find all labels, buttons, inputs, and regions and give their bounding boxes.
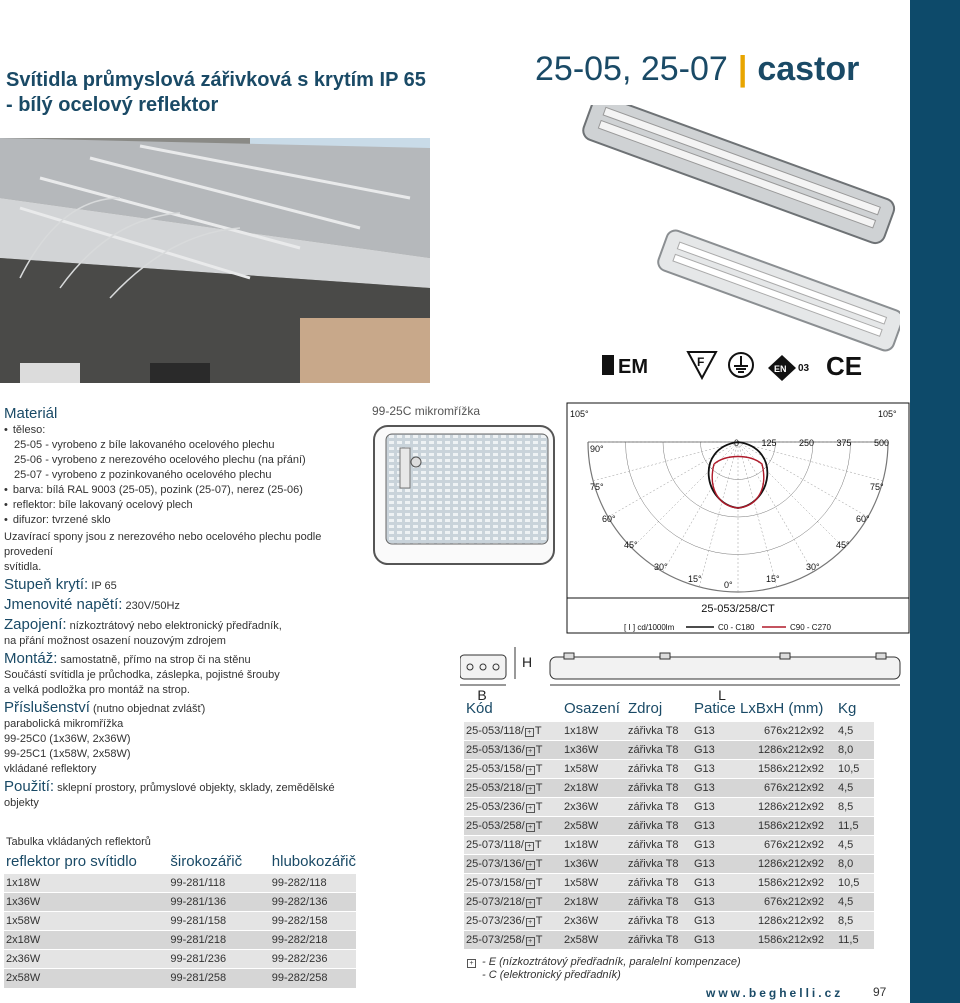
model-codes: 25-05, 25-07 (535, 50, 728, 88)
cell-deep: 99-282/218 (260, 931, 356, 950)
cell-lamp: 1x36W (4, 893, 160, 912)
cell-wide: 99-281/236 (160, 950, 259, 969)
cell-deep: 99-282/258 (260, 969, 356, 988)
cell-dimensions: 1586x212x92 (740, 930, 838, 949)
cell-weight: 10,5 (838, 873, 874, 892)
cell-source: zářivka T8 (628, 778, 694, 797)
cell-lamp: 1x58W (4, 912, 160, 931)
reflector-line: • reflektor: bíle lakovaný ocelový plech (4, 498, 364, 513)
cell-source: zářivka T8 (628, 892, 694, 911)
cell-weight: 8,0 (838, 854, 874, 873)
table-row (464, 721, 874, 740)
cell-qty: 2x36W (564, 911, 628, 930)
legend-box-icon: + (467, 959, 476, 968)
cell-base: G13 (694, 759, 740, 778)
col-deep: hlubokozářič (271, 853, 356, 870)
ballast-box-icon: + (526, 880, 535, 889)
ballast-box-icon: + (526, 785, 535, 794)
cell-lamp: 1x18W (4, 874, 160, 893)
table-row (464, 892, 874, 911)
enec-icon (764, 353, 818, 383)
table-row (464, 911, 874, 930)
radial-label: 500 (874, 438, 890, 448)
cell-source: zářivka T8 (628, 930, 694, 949)
cell-source: zářivka T8 (628, 873, 694, 892)
radial-label: 0 (734, 438, 740, 448)
cell-code: 25-053/218/ + T (464, 778, 564, 797)
legend-line-2: - C (elektronický předřadník) (482, 969, 621, 981)
cell-code: 25-073/118/ + T (464, 835, 564, 854)
body-label: • těleso: (4, 423, 364, 438)
accessories-heading: Příslušenství (nutno objednat zvlášť) (4, 699, 206, 716)
body-line-1: 25-05 - vyrobeno z bíle lakovaného ocelového plechu (14, 439, 275, 451)
cell-code: 25-073/236/ + T (464, 911, 564, 930)
cell-deep: 99-282/158 (260, 912, 356, 931)
product-table (464, 699, 874, 949)
cell-source: zářivka T8 (628, 911, 694, 930)
cell-code: 25-053/258/ + T (464, 816, 564, 835)
cell-code: 25-073/218/ + T (464, 892, 564, 911)
col-lamp: reflektor pro svítidlo (6, 853, 137, 870)
wiring-line-2: na přání možnost osazení nouzovým zdrojem (4, 635, 226, 647)
table-row (464, 816, 874, 835)
cell-dimensions: 1286x212x92 (740, 911, 838, 930)
product-heading (535, 50, 859, 89)
cell-qty: 2x58W (564, 930, 628, 949)
table-row (464, 797, 874, 816)
cell-base: G13 (694, 816, 740, 835)
table-row (464, 740, 874, 759)
cell-qty: 2x18W (564, 778, 628, 797)
cell-qty: 1x36W (564, 854, 628, 873)
cell-dimensions: 1286x212x92 (740, 797, 838, 816)
col-source: Zdroj (628, 700, 663, 718)
angle-label-left: 90° (590, 444, 604, 454)
cell-weight: 4,5 (838, 835, 874, 854)
cell-code: 25-073/158/ + T (464, 873, 564, 892)
ballast-box-icon: + (525, 842, 534, 851)
cell-dimensions: 1586x212x92 (740, 816, 838, 835)
ce-icon (826, 350, 862, 385)
clips-line-2: svítidla. (4, 561, 42, 573)
body-line-2: 25-06 - vyrobeno z nerezového ocelového plechu (na přání) (14, 454, 306, 466)
cell-dimensions: 676x212x92 (740, 778, 838, 797)
angle-label-left: 75° (590, 482, 604, 492)
reflector-table (4, 853, 356, 988)
cell-dimensions: 1286x212x92 (740, 740, 838, 759)
body-line-3: 25-07 - vyrobeno z pozinkovaného ocelového plechu (14, 469, 272, 481)
ballast-box-icon: + (526, 823, 535, 832)
dimension-drawing (460, 645, 910, 705)
col-qty: Osazení (564, 700, 620, 718)
table-row (4, 950, 356, 969)
angle-label-left: 105° (570, 409, 589, 419)
cell-wide: 99-281/118 (160, 874, 259, 893)
col-dimensions: LxBxH (mm) (740, 700, 824, 718)
emergency-icon (600, 351, 678, 384)
angle-label-left: 15° (688, 574, 702, 584)
footer-url[interactable]: www.beghelli.cz (706, 986, 844, 1000)
table-row (4, 874, 356, 893)
cell-qty: 2x36W (564, 797, 628, 816)
ballast-box-icon: + (526, 766, 535, 775)
cell-base: G13 (694, 740, 740, 759)
cell-dimensions: 676x212x92 (740, 835, 838, 854)
svg-text:F: F (697, 355, 705, 369)
cell-code: 25-053/236/ + T (464, 797, 564, 816)
cell-code: 25-073/258/ + T (464, 930, 564, 949)
cell-qty: 1x18W (564, 835, 628, 854)
dim-l: L (718, 687, 726, 703)
table-row (4, 931, 356, 950)
ballast-box-icon: + (526, 747, 535, 756)
col-wide: širokozářič (170, 853, 243, 870)
radial-label: 125 (761, 438, 777, 448)
cell-qty: 1x58W (564, 759, 628, 778)
angle-label-right: 45° (836, 540, 850, 550)
legend-line-1: - E (nízkoztrátový předřadník, paralelní kompenzace) (482, 956, 741, 968)
cell-code: 25-073/136/ + T (464, 854, 564, 873)
polar-diagram (566, 402, 910, 634)
cell-source: zářivka T8 (628, 835, 694, 854)
cell-weight: 8,5 (838, 797, 874, 816)
table-row (464, 930, 874, 949)
cell-wide: 99-281/158 (160, 912, 259, 931)
cell-qty: 2x18W (564, 892, 628, 911)
mounting-line-3: a velká podložka pro montáž na strop. (4, 684, 190, 696)
brand-name: castor (757, 50, 860, 88)
cell-qty: 1x18W (564, 721, 628, 740)
cell-base: G13 (694, 930, 740, 949)
cell-dimensions: 1586x212x92 (740, 873, 838, 892)
cell-code: 25-053/118/ + T (464, 721, 564, 740)
heading-separator: | (737, 50, 748, 88)
specification-block (4, 404, 364, 811)
color-line: • barva: bílá RAL 9003 (25-05), pozink (25-07), nerez (25-06) (4, 483, 364, 498)
page-title-line2: - bílý ocelový reflektor (6, 94, 219, 116)
cell-dimensions: 1286x212x92 (740, 854, 838, 873)
cell-base: G13 (694, 911, 740, 930)
angle-label-right: 60° (856, 514, 870, 524)
legend-c90: C90 - C270 (790, 623, 831, 632)
mesh-label: 99-25C mikromřížka (372, 404, 481, 418)
material-heading: Materiál (4, 405, 58, 422)
cell-weight: 11,5 (838, 930, 874, 949)
cell-lamp: 2x18W (4, 931, 160, 950)
f-mark-icon (686, 350, 718, 385)
ballast-box-icon: + (526, 918, 535, 927)
svg-text:CE: CE (826, 351, 862, 380)
diffuser-line: • difuzor: tvrzené sklo (4, 513, 364, 528)
page-title (6, 68, 426, 118)
table-row (4, 912, 356, 931)
cell-base: G13 (694, 778, 740, 797)
table-row (464, 854, 874, 873)
radial-label: 375 (836, 438, 852, 448)
table-row (464, 835, 874, 854)
ballast-box-icon: + (525, 728, 534, 737)
ballast-box-icon: + (526, 804, 535, 813)
cell-wide: 99-281/136 (160, 893, 259, 912)
cell-code: 25-053/136/ + T (464, 740, 564, 759)
usage: Použití: sklepní prostory, průmyslové objekty, sklady, zemědělské objekty (4, 778, 335, 809)
cell-weight: 4,5 (838, 721, 874, 740)
certification-icons (600, 350, 862, 385)
accessory-line-1: parabolická mikromřížka (4, 718, 124, 730)
mounting: Montáž: samostatně, přímo na strop či na stěnu (4, 650, 251, 667)
cell-base: G13 (694, 721, 740, 740)
accessory-line-4: vkládané reflektory (4, 763, 97, 775)
angle-label-zero: 0° (724, 580, 733, 590)
radial-label: 250 (799, 438, 815, 448)
col-code: Kód (466, 700, 493, 718)
cell-dimensions: 676x212x92 (740, 892, 838, 911)
col-base: Patice (694, 700, 736, 718)
side-color-bar (910, 0, 960, 1003)
cell-source: zářivka T8 (628, 797, 694, 816)
angle-label-right: 30° (806, 562, 820, 572)
cell-base: G13 (694, 873, 740, 892)
polar-code: 25-053/258/CT (701, 603, 775, 615)
cell-source: zářivka T8 (628, 854, 694, 873)
table-row (4, 969, 356, 988)
voltage-rating: Jmenovité napětí: 230V/50Hz (4, 596, 180, 613)
accessory-line-2: 99-25C0 (1x36W, 2x36W) (4, 733, 131, 745)
page-number: 97 (873, 985, 887, 999)
cell-deep: 99-282/118 (260, 874, 356, 893)
mesh-image (372, 422, 558, 568)
cell-weight: 10,5 (838, 759, 874, 778)
cell-deep: 99-282/236 (260, 950, 356, 969)
angle-label-right: 75° (870, 482, 884, 492)
ballast-box-icon: + (526, 861, 535, 870)
cell-source: zářivka T8 (628, 759, 694, 778)
product-table-header (464, 699, 874, 721)
ballast-box-icon: + (526, 937, 535, 946)
product-image (570, 105, 900, 355)
table-row (464, 778, 874, 797)
cell-deep: 99-282/136 (260, 893, 356, 912)
cell-weight: 8,5 (838, 911, 874, 930)
cell-base: G13 (694, 835, 740, 854)
cell-wide: 99-281/218 (160, 931, 259, 950)
cell-wide: 99-281/258 (160, 969, 259, 988)
angle-label-left: 60° (602, 514, 616, 524)
cell-weight: 4,5 (838, 778, 874, 797)
cell-base: G13 (694, 797, 740, 816)
ballast-legend (466, 956, 741, 982)
cell-lamp: 2x58W (4, 969, 160, 988)
angle-label-right: 15° (766, 574, 780, 584)
wiring: Zapojení: nízkoztrátový nebo elektronický předřadník, (4, 616, 282, 633)
table-row (464, 873, 874, 892)
installation-photo (0, 138, 430, 383)
dim-h: H (522, 654, 533, 670)
cell-weight: 8,0 (838, 740, 874, 759)
earth-icon (726, 350, 756, 385)
col-weight: Kg (838, 700, 857, 718)
reflector-table-caption: Tabulka vkládaných reflektorů (6, 836, 151, 848)
cell-source: zářivka T8 (628, 740, 694, 759)
ip-rating: Stupeň krytí: IP 65 (4, 576, 117, 593)
legend-c0: C0 - C180 (718, 623, 755, 632)
cell-source: zářivka T8 (628, 816, 694, 835)
table-row (4, 893, 356, 912)
angle-label-right: 105° (878, 409, 897, 419)
mounting-line-2: Součástí svítidla je průchodka, záslepka, pojistné šrouby (4, 669, 280, 681)
svg-text:EM: EM (618, 356, 648, 378)
angle-label-left: 45° (624, 540, 638, 550)
enec-number: 03 (798, 362, 810, 374)
cell-source: zářivka T8 (628, 721, 694, 740)
polar-unit: [ I ] cd/1000lm (624, 623, 675, 632)
accessory-line-3: 99-25C1 (1x58W, 2x58W) (4, 748, 131, 760)
cell-qty: 2x58W (564, 816, 628, 835)
cell-qty: 1x36W (564, 740, 628, 759)
cell-dimensions: 676x212x92 (740, 721, 838, 740)
clips-line-1: Uzavírací spony jsou z nerezového nebo ocelového plechu podle provedení (4, 531, 322, 558)
reflector-table-header (4, 853, 356, 874)
cell-weight: 11,5 (838, 816, 874, 835)
cell-base: G13 (694, 854, 740, 873)
cell-qty: 1x58W (564, 873, 628, 892)
cell-dimensions: 1586x212x92 (740, 759, 838, 778)
dim-b: B (477, 687, 487, 703)
cell-lamp: 2x36W (4, 950, 160, 969)
angle-label-left: 30° (654, 562, 668, 572)
ballast-box-icon: + (526, 899, 535, 908)
page-title-line1: Svítidla průmyslová zářivková s krytím IP 65 (6, 69, 426, 91)
cell-code: 25-053/158/ + T (464, 759, 564, 778)
svg-text:EN: EN (774, 363, 787, 374)
cell-base: G13 (694, 892, 740, 911)
table-row (464, 759, 874, 778)
cell-weight: 4,5 (838, 892, 874, 911)
